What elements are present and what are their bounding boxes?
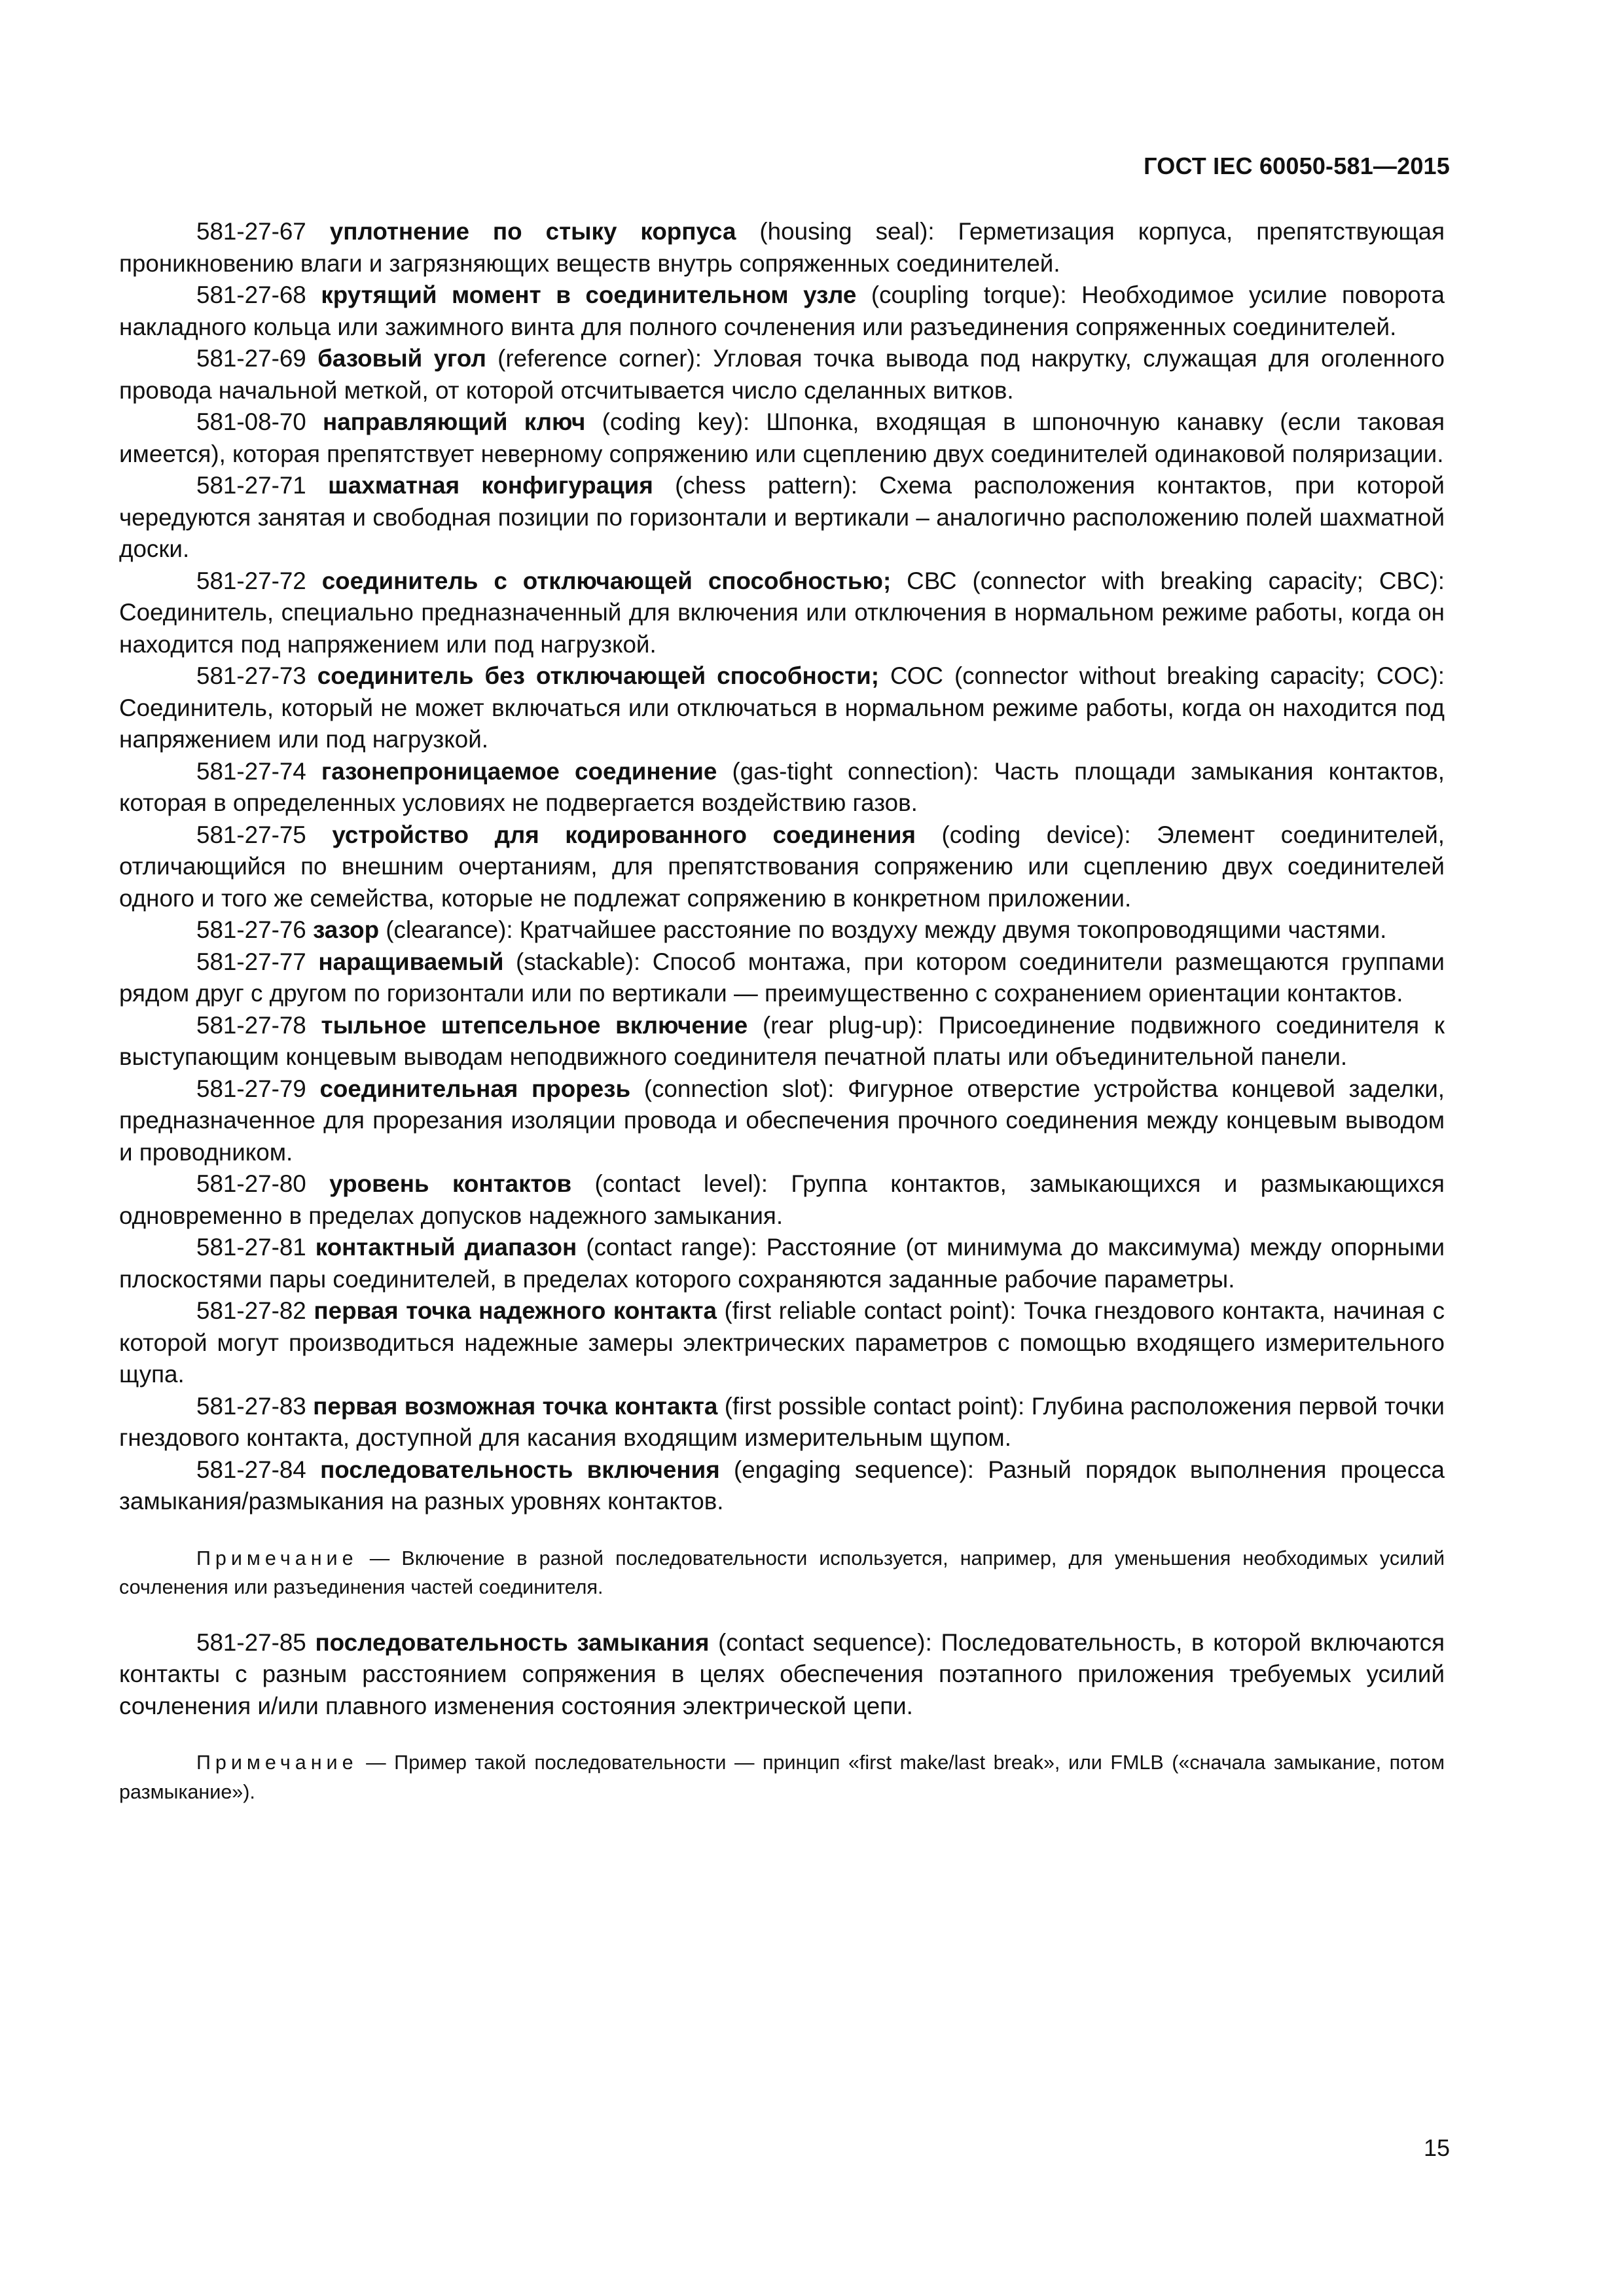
entry-number: 581-27-79 — [196, 1075, 306, 1102]
entry-definition: (connection slot): Фигурное отверстие устройства концевой заделки, предназначенное для прорезания изоляции провода и обеспечения прочного соединения между концевым выводом и проводником. — [119, 1075, 1445, 1166]
entry-number: 581-27-68 — [196, 281, 306, 308]
document-body — [119, 216, 1445, 1806]
entry-definition: (engaging sequence): Разный порядок выполнения процесса замыкания/размыкания на разных уровнях контактов. — [119, 1456, 1445, 1515]
entry-number: 581-27-84 — [196, 1456, 306, 1483]
entry-definition: (first possible contact point): Глубина расположения первой точки гнездового контакта, доступной для касания входящим измерительным щупом. — [119, 1392, 1445, 1451]
entry-number: 581-27-69 — [196, 345, 306, 372]
entry-number: 581-27-71 — [196, 472, 306, 499]
entry-definition: (coupling torque): Необходимое усилие поворота накладного кольца или зажимного винта для полного сочленения или разъединения сопряженных соединителей. — [119, 281, 1445, 340]
entry-number: 581-27-77 — [196, 948, 306, 975]
note-text: — Пример такой последовательности — принцип «first make/last break», или FMLB («сначала замыкание, потом размыкание»). — [119, 1751, 1445, 1803]
note-label: Примечание — [196, 1547, 358, 1570]
note-label: Примечание — [196, 1751, 358, 1774]
entry-term: шахматная конфигурация — [328, 472, 653, 499]
term-entry-581-27-76 — [119, 914, 1445, 946]
entry-definition: (contact sequence): Последовательность, в которой включаются контакты с разным расстоянием сопряжения в целях обеспечения поэтапного приложения требуемых усилий сочленения и/или плавного изменения состояния электрической цепи. — [119, 1628, 1445, 1719]
entry-definition: (coding device): Элемент соединителей, отличающийся по внешним очертаниям, для препятствования сопряжению или сцеплению двух соединителей одного и того же семейства, которые не подлежат сопряжению в конкретном приложении. — [119, 821, 1445, 912]
term-entry-581-27-77 — [119, 946, 1445, 1010]
term-entry-581-27-81 — [119, 1232, 1445, 1295]
note-block — [119, 1544, 1445, 1602]
spacer — [119, 1518, 1445, 1544]
entry-number: 581-27-73 — [196, 662, 306, 689]
term-entry-581-27-73 — [119, 660, 1445, 756]
entry-term: тыльное штепсельное включение — [321, 1011, 748, 1039]
term-entry-581-27-85 — [119, 1627, 1445, 1723]
entry-number: 581-27-72 — [196, 567, 306, 594]
entry-number: 581-27-67 — [196, 218, 306, 245]
entry-definition: (clearance): Кратчайшее расстояние по воздуху между двумя токопроводящими частями. — [379, 916, 1387, 943]
entry-number: 581-27-80 — [196, 1170, 306, 1197]
entry-number: 581-27-78 — [196, 1011, 306, 1039]
term-entry-581-27-83 — [119, 1391, 1445, 1454]
entry-number: 581-08-70 — [196, 408, 306, 435]
page-number: 15 — [1423, 2134, 1450, 2161]
entry-definition: (chess pattern): Схема расположения контактов, при которой чередуются занятая и свободная позиции по горизонтали и вертикали – аналогично расположению полей шахматной доски. — [119, 472, 1445, 562]
entry-definition: (contact level): Группа контактов, замыкающихся и размыкающихся одновременно в пределах допусков надежного замыкания. — [119, 1170, 1445, 1229]
entry-definition: (reference corner): Угловая точка вывода под накрутку, служащая для оголенного провода начальной меткой, от которой отсчитывается число сделанных витков. — [119, 345, 1445, 404]
entry-term: газонепроницаемое соединение — [321, 757, 717, 785]
entry-definition: (coding key): Шпонка, входящая в шпоночную канавку (если таковая имеется), которая препятствует неверному сопряжению или сцеплению двух соединителей одинаковой поляризации. — [119, 408, 1445, 467]
term-entry-581-27-74 — [119, 756, 1445, 819]
entry-definition: СОС (connector without breaking capacity; COC): Соединитель, который не может включаться или отключаться в нормальном режиме работы, когда он находится под напряжением или под нагрузкой. — [119, 662, 1445, 753]
term-entry-581-27-80 — [119, 1168, 1445, 1232]
entry-definition: (housing seal): Герметизация корпуса, препятствующая проникновению влаги и загрязняющих веществ внутрь сопряженных соединителей. — [119, 218, 1445, 277]
entry-term: первая возможная точка контакта — [313, 1392, 718, 1420]
entry-definition: СВС (connector with breaking capacity; CBC): Соединитель, специально предназначенный для включения или отключения в нормальном режиме работы, когда он находится под напряжением или под нагрузкой. — [119, 567, 1445, 658]
entry-term: крутящий момент в соединительном узле — [321, 281, 857, 308]
term-entry-581-27-78 — [119, 1010, 1445, 1073]
entry-definition: (contact range): Расстояние (от минимума до максимума) между опорными плоскостями пары соединителей, в пределах которого сохраняются заданные рабочие параметры. — [119, 1234, 1445, 1293]
entry-number: 581-27-82 — [196, 1297, 306, 1324]
entry-term: соединитель с отключающей способностью; — [321, 567, 892, 594]
entry-term: устройство для кодированного соединения — [332, 821, 916, 848]
entry-term: первая точка надежного контакта — [314, 1297, 717, 1324]
term-entry-581-27-68 — [119, 279, 1445, 343]
term-entry-581-08-70 — [119, 406, 1445, 470]
term-entry-581-27-82 — [119, 1295, 1445, 1391]
term-entry-581-27-67 — [119, 216, 1445, 279]
entry-term: базовый угол — [317, 345, 486, 372]
note-text: — Включение в разной последовательности используется, например, для уменьшения необходимых усилий сочленения или разъединения частей соединителя. — [119, 1547, 1445, 1598]
term-entry-581-27-69 — [119, 343, 1445, 406]
entry-number: 581-27-83 — [196, 1392, 306, 1420]
entry-term: направляющий ключ — [322, 408, 586, 435]
entry-term: последовательность включения — [320, 1456, 720, 1483]
term-entry-581-27-84 — [119, 1454, 1445, 1518]
running-header: ГОСТ IEC 60050-581—2015 — [1144, 152, 1450, 179]
entry-definition: (stackable): Способ монтажа, при котором соединители размещаются группами рядом друг с другом по горизонтали или по вертикали — преимущественно с сохранением ориентации контактов. — [119, 948, 1445, 1007]
entry-definition: (first reliable contact point): Точка гнездового контакта, начиная с которой могут производиться надежные замеры электрических параметров с помощью входящего измерительного щупа. — [119, 1297, 1445, 1388]
entry-term: уровень контактов — [329, 1170, 572, 1197]
entry-term: зазор — [313, 916, 380, 943]
entry-term: соединительная прорезь — [319, 1075, 631, 1102]
entry-number: 581-27-75 — [196, 821, 306, 848]
spacer — [119, 1602, 1445, 1627]
term-entry-581-27-75 — [119, 819, 1445, 915]
term-entry-581-27-71 — [119, 470, 1445, 565]
entry-term: последовательность замыкания — [315, 1628, 710, 1656]
spacer — [119, 1722, 1445, 1748]
entry-definition: (rear plug-up): Присоединение подвижного соединителя к выступающим концевым выводам неподвижного соединителя печатной платы или объединительной панели. — [119, 1011, 1445, 1070]
entry-term: соединитель без отключающей способности; — [317, 662, 880, 689]
term-entry-581-27-79 — [119, 1073, 1445, 1169]
entry-term: наращиваемый — [318, 948, 504, 975]
entry-number: 581-27-85 — [196, 1628, 306, 1656]
note-block — [119, 1748, 1445, 1806]
entry-number: 581-27-81 — [196, 1234, 306, 1261]
entry-term: контактный диапазон — [315, 1234, 577, 1261]
term-entry-581-27-72 — [119, 565, 1445, 661]
entry-number: 581-27-74 — [196, 757, 306, 785]
entry-number: 581-27-76 — [196, 916, 306, 943]
entry-definition: (gas-tight connection): Часть площади замыкания контактов, которая в определенных условиях не подвергается воздействию газов. — [119, 757, 1445, 816]
entry-term: уплотнение по стыку корпуса — [329, 218, 736, 245]
